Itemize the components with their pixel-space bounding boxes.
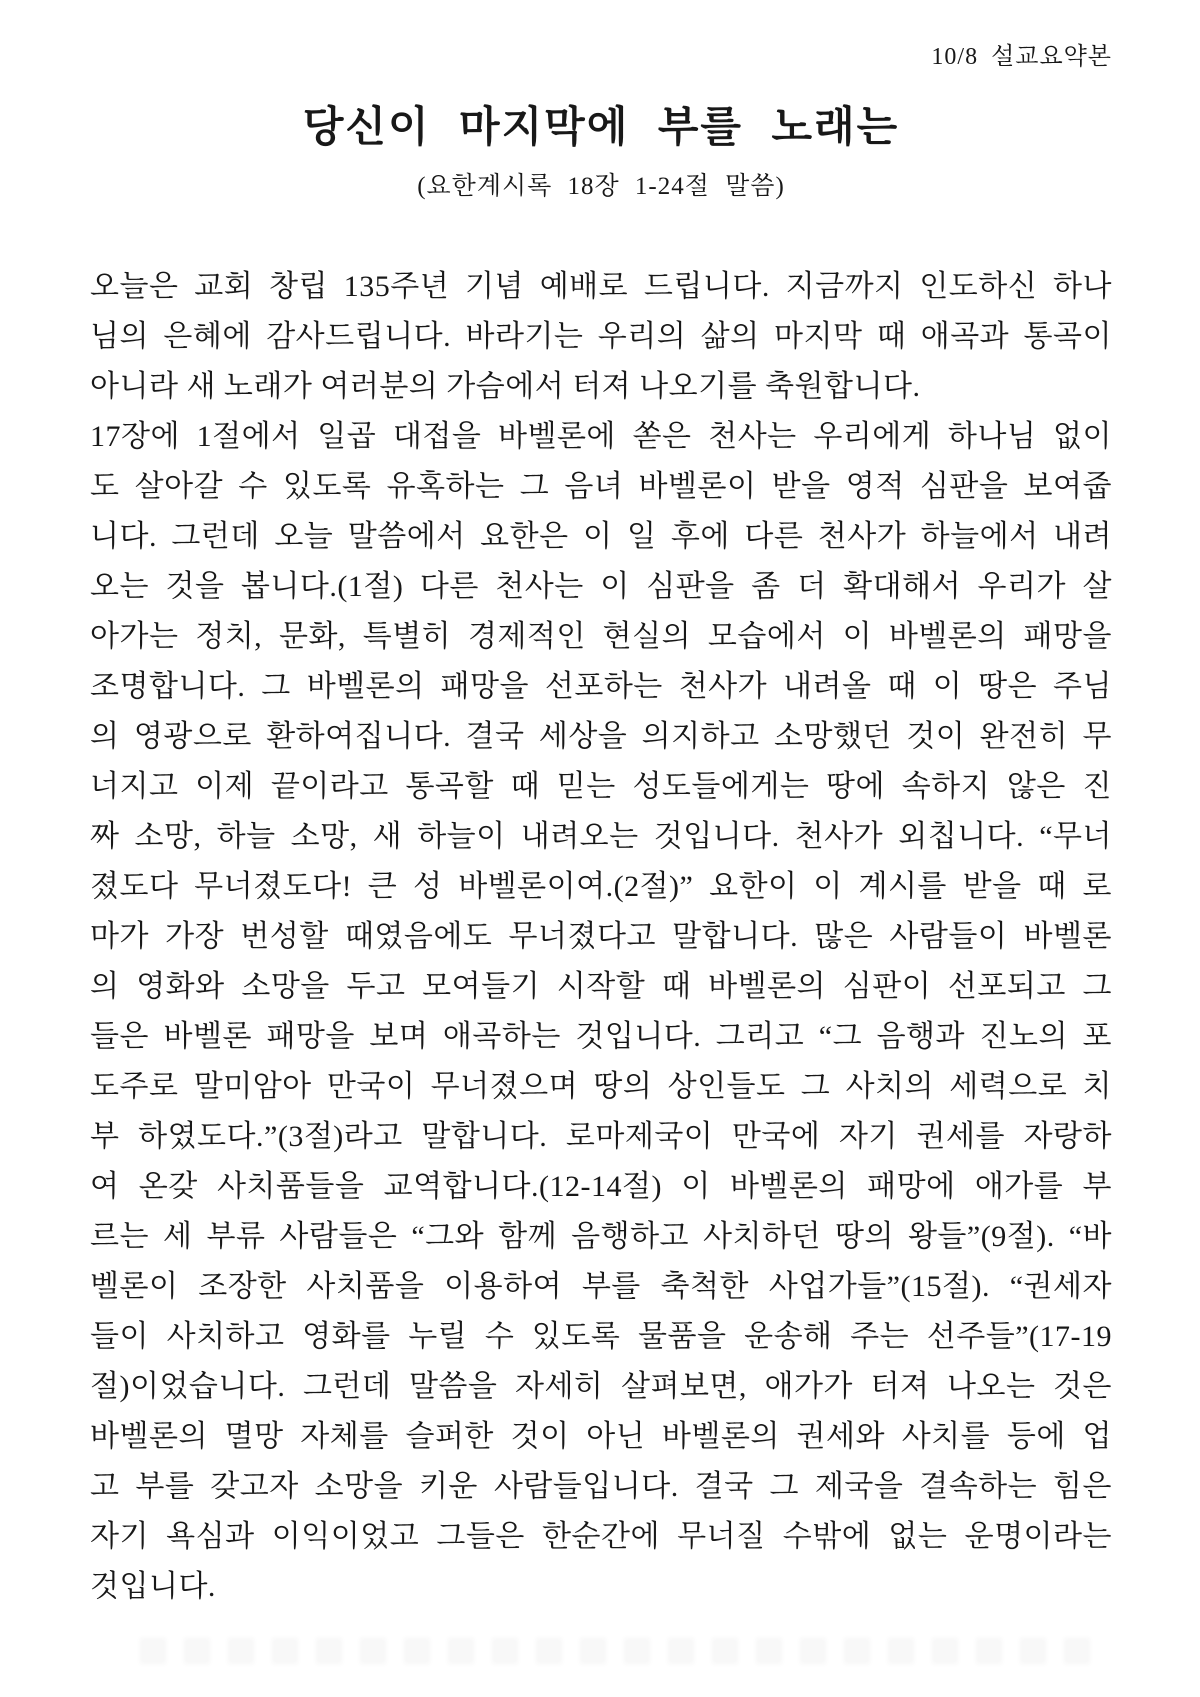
- text-line: 오는 것을 봅니다.(1절) 다른 천사는 이 심판을 좀 더 확대해서 우리가 살: [90, 570, 1112, 603]
- text-line: 자기 욕심과 이익이었고 그들은 한순간에 무너질 수밖에 없는 운명이라는: [90, 1520, 1112, 1553]
- text-line: 절)이었습니다. 그런데 말씀을 자세히 살펴보면, 애가가 터져 나오는 것은: [90, 1370, 1112, 1403]
- text-line: 도 살아갈 수 있도록 유혹하는 그 음녀 바벨론이 받을 영적 심판을 보여줍: [90, 470, 1112, 503]
- text-line: 바벨론의 멸망 자체를 슬퍼한 것이 아닌 바벨론의 권세와 사치를 등에 업: [90, 1420, 1112, 1453]
- text-line: 벨론이 조장한 사치품을 이용하여 부를 축척한 사업가들”(15절). “권세자: [90, 1270, 1112, 1303]
- paragraph: [90, 412, 1112, 1612]
- text-line: 졌도다 무너졌도다! 큰 성 바벨론이여.(2절)” 요한이 이 계시를 받을 때 로: [90, 870, 1112, 903]
- text-line: 오늘은 교회 창립 135주년 기념 예배로 드립니다. 지금까지 인도하신 하나: [90, 270, 1112, 303]
- text-line: 것입니다.: [90, 1570, 216, 1603]
- text-line: 짜 소망, 하늘 소망, 새 하늘이 내려오는 것입니다. 천사가 외칩니다. “무너: [90, 820, 1112, 853]
- text-line: 의 영화와 소망을 두고 모여들기 시작할 때 바벨론의 심판이 선포되고 그: [90, 970, 1112, 1003]
- text-line: 니다. 그런데 오늘 말씀에서 요한은 이 일 후에 다른 천사가 하늘에서 내려: [90, 520, 1112, 553]
- page-title: 당신이 마지막에 부를 노래는: [302, 105, 900, 151]
- text-line: 너지고 이제 끝이라고 통곡할 때 믿는 성도들에게는 땅에 속하지 않은 진: [90, 770, 1112, 803]
- text-line: 17장에 1절에서 일곱 대접을 바벨론에 쏟은 천사는 우리에게 하나님 없이: [90, 420, 1112, 453]
- text-line: 들이 사치하고 영화를 누릴 수 있도록 물품을 운송해 주는 선주들”(17-19: [90, 1320, 1112, 1353]
- scan-artifact: [140, 1638, 1100, 1664]
- text-line: 도주로 말미암아 만국이 무너졌으며 땅의 상인들도 그 사치의 세력으로 치: [90, 1070, 1112, 1103]
- paragraph: [90, 262, 1112, 412]
- text-line: 아니라 새 노래가 여러분의 가슴에서 터져 나오기를 축원합니다.: [90, 370, 921, 403]
- text-line: 고 부를 갖고자 소망을 키운 사람들입니다. 결국 그 제국을 결속하는 힘은: [90, 1470, 1112, 1503]
- text-line: 조명합니다. 그 바벨론의 패망을 선포하는 천사가 내려올 때 이 땅은 주님: [90, 670, 1112, 703]
- text-line: 아가는 정치, 문화, 특별히 경제적인 현실의 모습에서 이 바벨론의 패망을: [90, 620, 1112, 653]
- text-line: 르는 세 부류 사람들은 “그와 함께 음행하고 사치하던 땅의 왕들”(9절). “바: [90, 1220, 1112, 1253]
- sermon-body: [90, 262, 1112, 1612]
- text-line: 부 하였도다.”(3절)라고 말합니다. 로마제국이 만국에 자기 권세를 자랑하: [90, 1120, 1112, 1153]
- text-line: 의 영광으로 환하여집니다. 결국 세상을 의지하고 소망했던 것이 완전히 무: [90, 720, 1112, 753]
- text-line: 여 온갖 사치품들을 교역합니다.(12-14절) 이 바벨론의 패망에 애가를 부: [90, 1170, 1112, 1203]
- page-subtitle: (요한계시록 18장 1-24절 말씀): [417, 173, 785, 200]
- text-line: 님의 은혜에 감사드립니다. 바라기는 우리의 삶의 마지막 때 애곡과 통곡이: [90, 320, 1112, 353]
- header-note: 10/8 설교요약본: [931, 44, 1112, 70]
- text-line: 들은 바벨론 패망을 보며 애곡하는 것입니다. 그리고 “그 음행과 진노의 포: [90, 1020, 1112, 1053]
- text-line: 마가 가장 번성할 때였음에도 무너졌다고 말합니다. 많은 사람들이 바벨론: [90, 920, 1112, 953]
